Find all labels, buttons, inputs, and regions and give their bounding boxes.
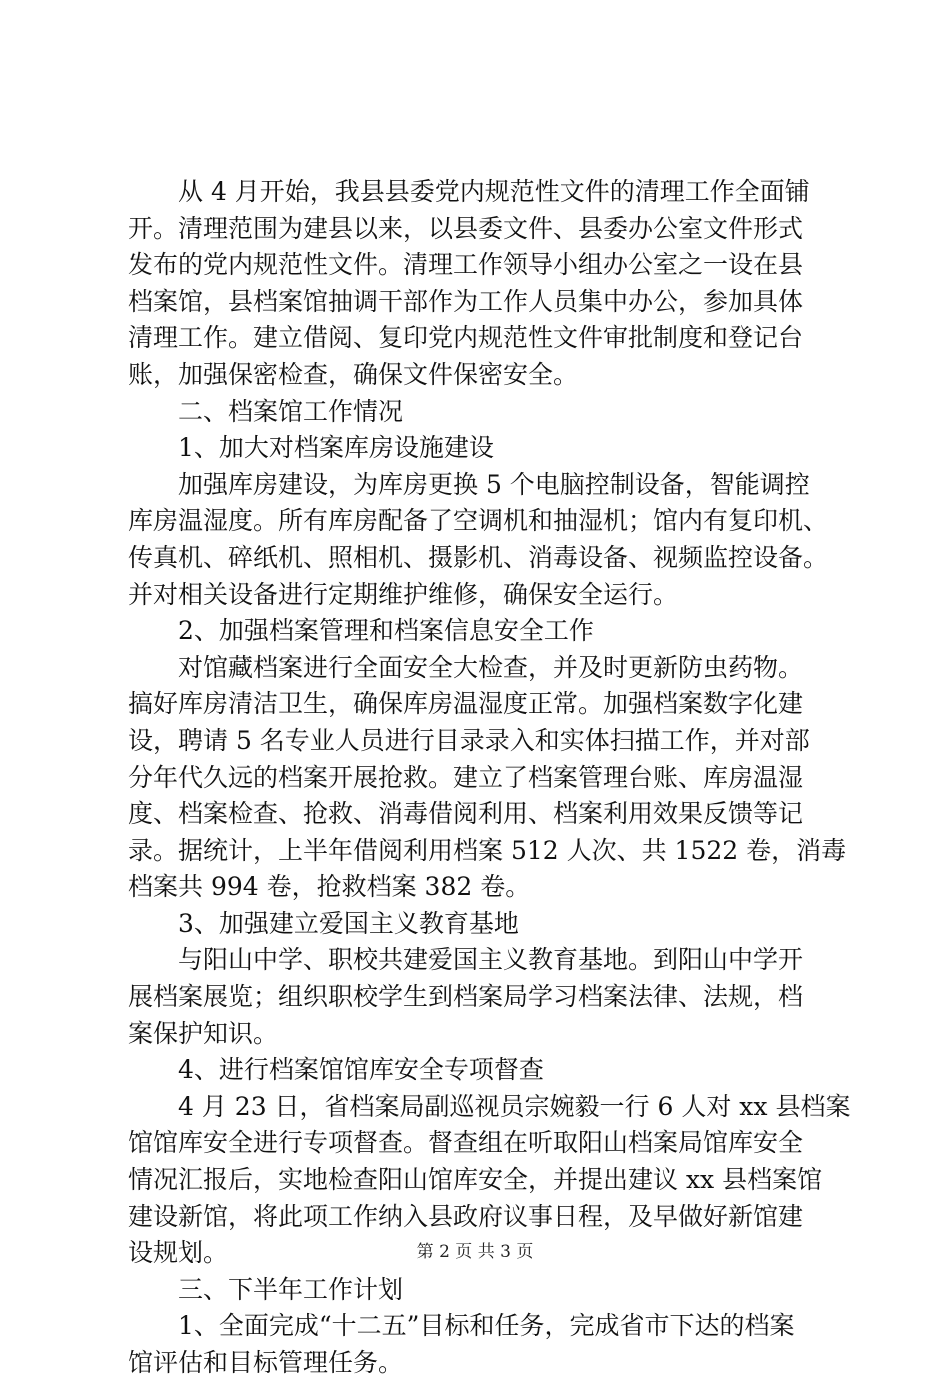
text-line: 与阳山中学、职校共建爱国主义教育基地。到阳山中学开	[178, 945, 804, 975]
page-number-footer: 第 2 页 共 3 页	[416, 1242, 534, 1262]
text-line: 清理工作。建立借阅、复印党内规范性文件审批制度和登记台	[128, 323, 804, 353]
subsection-heading: 2、加强档案管理和档案信息安全工作	[178, 616, 594, 646]
document-body	[128, 174, 851, 1382]
text-line: 馆馆库安全进行专项督查。督查组在听取阳山档案局馆库安全	[128, 1128, 804, 1158]
text-line: 馆评估和目标管理任务。	[128, 1348, 404, 1377]
text-line: 账，加强保密检查，确保文件保密安全。	[128, 359, 579, 389]
text-line: 1、全面完成“十二五”目标和任务，完成省市下达的档案	[178, 1311, 795, 1341]
text-line: 分年代久远的档案开展抢救。建立了档案管理台账、库房温湿	[128, 762, 804, 792]
text-line: 传真机、碎纸机、照相机、摄影机、消毒设备、视频监控设备。	[128, 542, 829, 572]
section-heading: 二、档案馆工作情况	[178, 396, 404, 426]
text-line: 建设新馆，将此项工作纳入县政府议事日程，及早做好新馆建	[128, 1201, 804, 1231]
text-line: 4 月 23 日，省档案局副巡视员宗婉毅一行 6 人对 xx 县档案	[178, 1091, 851, 1121]
text-line: 案保护知识。	[128, 1018, 279, 1048]
text-line: 开。清理范围为建县以来，以县委文件、县委办公室文件形式	[128, 213, 804, 243]
text-line: 对馆藏档案进行全面安全大检查，并及时更新防虫药物。	[178, 652, 804, 682]
section-heading: 三、下半年工作计划	[178, 1274, 404, 1304]
text-line: 档案共 994 卷，抢救档案 382 卷。	[128, 872, 531, 902]
subsection-heading: 4、进行档案馆馆库安全专项督查	[178, 1055, 544, 1085]
text-line: 从 4 月开始，我县县委党内规范性文件的清理工作全面铺	[178, 177, 810, 206]
text-line: 加强库房建设，为库房更换 5 个电脑控制设备，智能调控	[178, 469, 810, 499]
text-line: 并对相关设备进行定期维护维修，确保安全运行。	[128, 579, 679, 609]
subsection-heading: 3、加强建立爱国主义教育基地	[178, 908, 519, 938]
subsection-heading: 1、加大对档案库房设施建设	[178, 433, 494, 463]
text-line: 档案馆，县档案馆抽调干部作为工作人员集中办公，参加具体	[128, 286, 804, 316]
text-line: 设，聘请 5 名专业人员进行目录录入和实体扫描工作，并对部	[128, 725, 810, 755]
text-line: 情况汇报后，实地检查阳山馆库安全，并提出建议 xx 县档案馆	[128, 1165, 823, 1195]
text-line: 库房温湿度。所有库房配备了空调机和抽湿机；馆内有复印机、	[128, 506, 829, 536]
text-line: 度、档案检查、抢救、消毒借阅利用、档案利用效果反馈等记	[128, 799, 804, 829]
text-line: 发布的党内规范性文件。清理工作领导小组办公室之一设在县	[128, 250, 804, 280]
text-line: 录。据统计，上半年借阅利用档案 512 人次、共 1522 卷，消毒	[128, 835, 847, 865]
text-line: 设规划。	[128, 1238, 229, 1268]
text-line: 搞好库房清洁卫生，确保库房温湿度正常。加强档案数字化建	[128, 689, 804, 719]
text-line: 展档案展览；组织职校学生到档案局学习档案法律、法规，档	[128, 982, 804, 1012]
